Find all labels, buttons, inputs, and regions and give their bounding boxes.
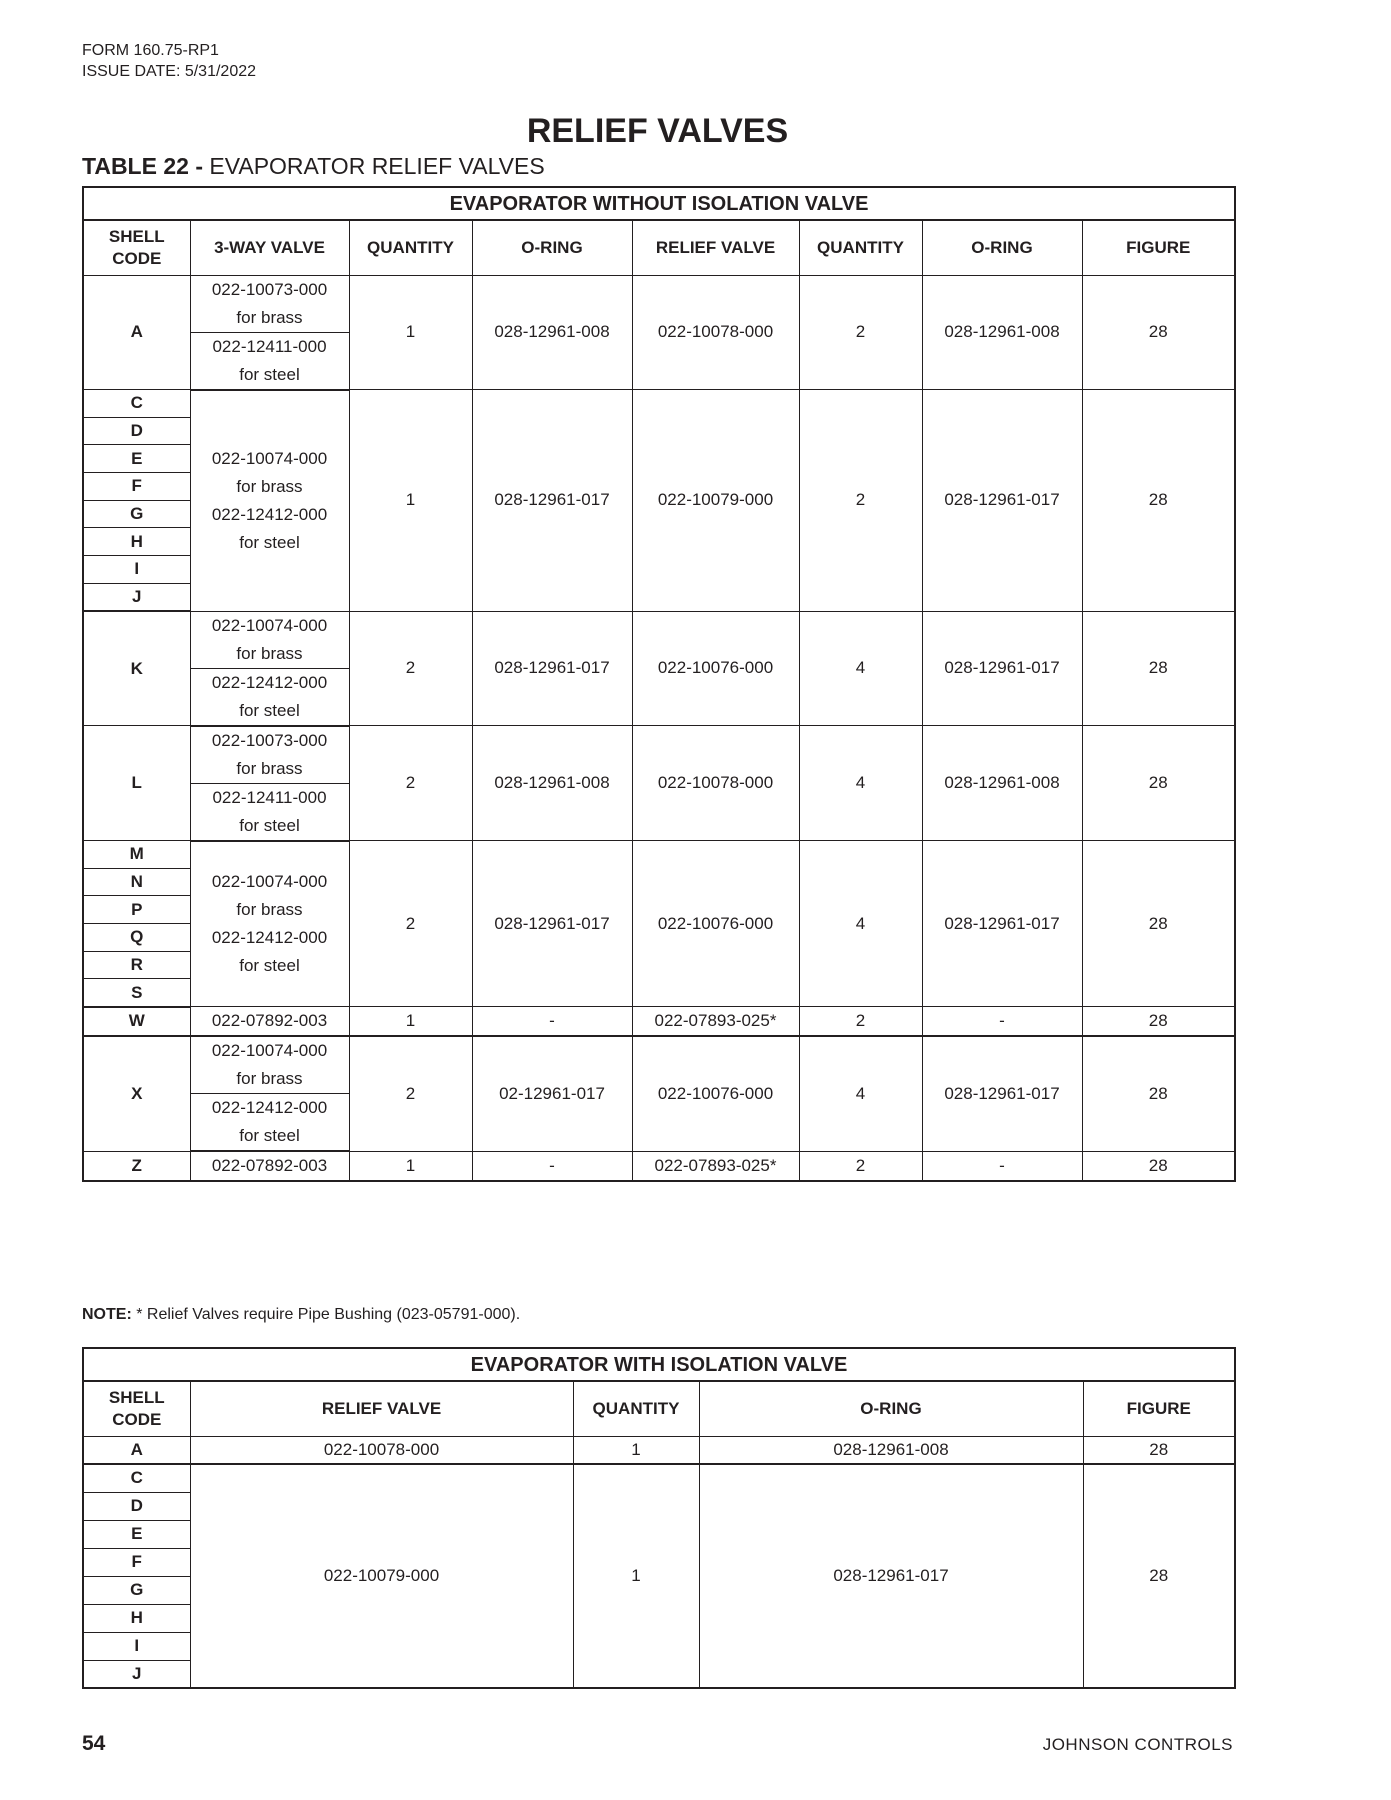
table-row bbox=[83, 275, 1235, 332]
shell-code: G bbox=[83, 1576, 190, 1604]
shell-code: C bbox=[83, 1464, 190, 1492]
shell-code: A bbox=[83, 1436, 190, 1464]
o-ring: 028-12961-017 bbox=[472, 841, 632, 1007]
quantity: 2 bbox=[799, 1151, 922, 1181]
column-header: QUANTITY bbox=[349, 220, 472, 275]
shell-code: J bbox=[83, 583, 190, 611]
shell-code: W bbox=[83, 1007, 190, 1037]
figure: 28 bbox=[1082, 390, 1235, 612]
valve-steel bbox=[190, 668, 349, 726]
shell-code: F bbox=[83, 473, 190, 501]
column-header: FIGURE bbox=[1083, 1381, 1235, 1436]
figure: 28 bbox=[1082, 611, 1235, 726]
valve-material: for brass bbox=[236, 1069, 303, 1089]
column-header: FIGURE bbox=[1082, 220, 1235, 275]
relief-valve: 022-10076-000 bbox=[632, 1036, 799, 1151]
valve-line: 022-10074-000 bbox=[211, 448, 328, 468]
figure: 28 bbox=[1082, 726, 1235, 841]
table2-title: EVAPORATOR WITH ISOLATION VALVE bbox=[83, 1348, 1235, 1381]
o-ring: 028-12961-017 bbox=[922, 611, 1082, 726]
table-row bbox=[83, 726, 1235, 784]
shell-code: D bbox=[83, 1492, 190, 1520]
note-text: * Relief Valves require Pipe Bushing (023-05791-000). bbox=[136, 1306, 521, 1323]
shell-code: Z bbox=[83, 1151, 190, 1181]
valve-part-number: 022-12411-000 bbox=[212, 336, 327, 356]
issue-date: ISSUE DATE: 5/31/2022 bbox=[82, 63, 257, 80]
three-way-valve bbox=[190, 841, 349, 1007]
valve-brass bbox=[190, 1036, 349, 1094]
note-label: NOTE: bbox=[82, 1306, 132, 1323]
column-header: QUANTITY bbox=[573, 1381, 699, 1436]
shell-code: I bbox=[83, 556, 190, 584]
table1-title: EVAPORATOR WITHOUT ISOLATION VALVE bbox=[83, 187, 1235, 220]
o-ring: 028-12961-008 bbox=[922, 726, 1082, 841]
table-row bbox=[83, 1436, 1235, 1464]
shell-code: H bbox=[83, 1604, 190, 1632]
shell-code: S bbox=[83, 979, 190, 1007]
valve-material: for steel bbox=[239, 815, 300, 835]
valve-line: for brass bbox=[236, 899, 303, 919]
valve-part-number: 022-10074-000 bbox=[211, 615, 328, 635]
evaporator-without-isolation-table bbox=[82, 186, 1236, 1182]
relief-valve: 022-10076-000 bbox=[632, 611, 799, 726]
figure: 28 bbox=[1082, 1007, 1235, 1037]
shell-code: H bbox=[83, 528, 190, 556]
table-row bbox=[83, 1036, 1235, 1094]
valve-material: for brass bbox=[236, 307, 303, 327]
footer-brand: JOHNSON CONTROLS bbox=[1042, 1735, 1233, 1754]
relief-valve: 022-07893-025* bbox=[632, 1007, 799, 1037]
quantity: 1 bbox=[349, 275, 472, 390]
shell-code: G bbox=[83, 500, 190, 528]
quantity: 2 bbox=[349, 1036, 472, 1151]
table-row bbox=[83, 1151, 1235, 1181]
valve-material: for steel bbox=[239, 1126, 300, 1146]
quantity: 1 bbox=[349, 1007, 472, 1037]
relief-valve: 022-10078-000 bbox=[632, 275, 799, 390]
o-ring: 028-12961-017 bbox=[922, 1036, 1082, 1151]
shell-code: P bbox=[83, 896, 190, 924]
valve-material: for brass bbox=[236, 758, 303, 778]
column-header: QUANTITY bbox=[799, 220, 922, 275]
shell-code: E bbox=[83, 445, 190, 473]
relief-valve: 022-07893-025* bbox=[632, 1151, 799, 1181]
valve-line: for steel bbox=[239, 955, 300, 975]
shell-code: J bbox=[83, 1660, 190, 1688]
o-ring: - bbox=[472, 1151, 632, 1181]
column-header: O-RING bbox=[699, 1381, 1083, 1436]
quantity: 4 bbox=[799, 726, 922, 841]
shell-code: I bbox=[83, 1632, 190, 1660]
relief-valve: 022-10076-000 bbox=[632, 841, 799, 1007]
quantity: 1 bbox=[573, 1464, 699, 1688]
o-ring: 028-12961-008 bbox=[699, 1436, 1083, 1464]
table-caption-label: TABLE 22 - bbox=[82, 153, 203, 179]
shell-code: M bbox=[83, 841, 190, 869]
shell-code: L bbox=[83, 726, 190, 841]
column-header: O-RING bbox=[922, 220, 1082, 275]
quantity: 1 bbox=[349, 390, 472, 612]
table-row bbox=[83, 390, 1235, 418]
quantity: 1 bbox=[349, 1151, 472, 1181]
o-ring: 028-12961-017 bbox=[922, 390, 1082, 612]
shell-code: R bbox=[83, 951, 190, 979]
column-header: SHELL CODE bbox=[83, 220, 190, 275]
valve-part-number: 022-12412-000 bbox=[211, 1098, 328, 1118]
page-number: 54 bbox=[82, 1732, 106, 1755]
figure: 28 bbox=[1082, 1036, 1235, 1151]
relief-valve: 022-10079-000 bbox=[632, 390, 799, 612]
shell-code: A bbox=[83, 275, 190, 390]
valve-brass bbox=[190, 275, 349, 332]
shell-code: N bbox=[83, 868, 190, 896]
valve-material: for steel bbox=[239, 364, 300, 384]
quantity: 2 bbox=[349, 841, 472, 1007]
valve-brass bbox=[190, 726, 349, 784]
valve-part-number: 022-10074-000 bbox=[211, 1041, 328, 1061]
quantity: 4 bbox=[799, 841, 922, 1007]
o-ring: 02-12961-017 bbox=[472, 1036, 632, 1151]
shell-code: E bbox=[83, 1520, 190, 1548]
valve-material: for brass bbox=[236, 643, 303, 663]
figure: 28 bbox=[1083, 1436, 1235, 1464]
valve-line: 022-12412-000 bbox=[211, 504, 328, 524]
figure: 28 bbox=[1083, 1464, 1235, 1688]
column-header: RELIEF VALVE bbox=[190, 1381, 573, 1436]
shell-code: C bbox=[83, 390, 190, 418]
figure: 28 bbox=[1082, 275, 1235, 390]
column-header: RELIEF VALVE bbox=[632, 220, 799, 275]
valve-brass bbox=[190, 611, 349, 668]
o-ring: 028-12961-017 bbox=[922, 841, 1082, 1007]
valve-steel bbox=[190, 783, 349, 841]
o-ring: 028-12961-017 bbox=[472, 611, 632, 726]
table-note bbox=[82, 1306, 520, 1324]
quantity: 2 bbox=[349, 611, 472, 726]
o-ring: - bbox=[922, 1007, 1082, 1037]
column-header: O-RING bbox=[472, 220, 632, 275]
table-row bbox=[83, 1464, 1235, 1492]
valve-line: 022-12412-000 bbox=[211, 927, 328, 947]
valve-part-number: 022-12412-000 bbox=[211, 672, 328, 692]
o-ring: 028-12961-017 bbox=[699, 1464, 1083, 1688]
three-way-valve bbox=[190, 390, 349, 612]
valve-material: for steel bbox=[239, 700, 300, 720]
relief-valve: 022-10079-000 bbox=[190, 1464, 573, 1688]
table-caption-text: EVAPORATOR RELIEF VALVES bbox=[209, 153, 545, 179]
column-header: 3-WAY VALVE bbox=[190, 220, 349, 275]
quantity: 4 bbox=[799, 611, 922, 726]
figure: 28 bbox=[1082, 841, 1235, 1007]
shell-code: F bbox=[83, 1548, 190, 1576]
figure: 28 bbox=[1082, 1151, 1235, 1181]
valve-line: for steel bbox=[239, 532, 300, 552]
o-ring: - bbox=[922, 1151, 1082, 1181]
column-header: SHELL CODE bbox=[83, 1381, 190, 1436]
table-caption bbox=[82, 153, 545, 180]
quantity: 1 bbox=[573, 1436, 699, 1464]
o-ring: 028-12961-008 bbox=[472, 726, 632, 841]
o-ring: - bbox=[472, 1007, 632, 1037]
relief-valve: 022-10078-000 bbox=[632, 726, 799, 841]
o-ring: 028-12961-017 bbox=[472, 390, 632, 612]
valve-steel bbox=[190, 1094, 349, 1152]
form-header bbox=[82, 40, 256, 82]
table-row bbox=[83, 611, 1235, 668]
quantity: 2 bbox=[799, 390, 922, 612]
valve-steel bbox=[190, 332, 349, 390]
o-ring: 028-12961-008 bbox=[472, 275, 632, 390]
valve-line: for brass bbox=[236, 476, 303, 496]
three-way-valve: 022-07892-003 bbox=[190, 1007, 349, 1037]
evaporator-with-isolation-table bbox=[82, 1347, 1236, 1689]
quantity: 2 bbox=[799, 1007, 922, 1037]
o-ring: 028-12961-008 bbox=[922, 275, 1082, 390]
three-way-valve: 022-07892-003 bbox=[190, 1151, 349, 1181]
valve-part-number: 022-12411-000 bbox=[212, 787, 327, 807]
shell-code: K bbox=[83, 611, 190, 726]
valve-part-number: 022-10073-000 bbox=[211, 730, 328, 750]
quantity: 2 bbox=[349, 726, 472, 841]
shell-code: X bbox=[83, 1036, 190, 1151]
table-row bbox=[83, 1007, 1235, 1037]
quantity: 4 bbox=[799, 1036, 922, 1151]
relief-valve: 022-10078-000 bbox=[190, 1436, 573, 1464]
quantity: 2 bbox=[799, 275, 922, 390]
valve-part-number: 022-10073-000 bbox=[211, 279, 328, 299]
shell-code: D bbox=[83, 417, 190, 445]
table-row bbox=[83, 841, 1235, 869]
shell-code: Q bbox=[83, 924, 190, 952]
form-number: FORM 160.75-RP1 bbox=[82, 42, 219, 59]
page-title: RELIEF VALVES bbox=[526, 112, 789, 150]
valve-line: 022-10074-000 bbox=[211, 871, 328, 891]
